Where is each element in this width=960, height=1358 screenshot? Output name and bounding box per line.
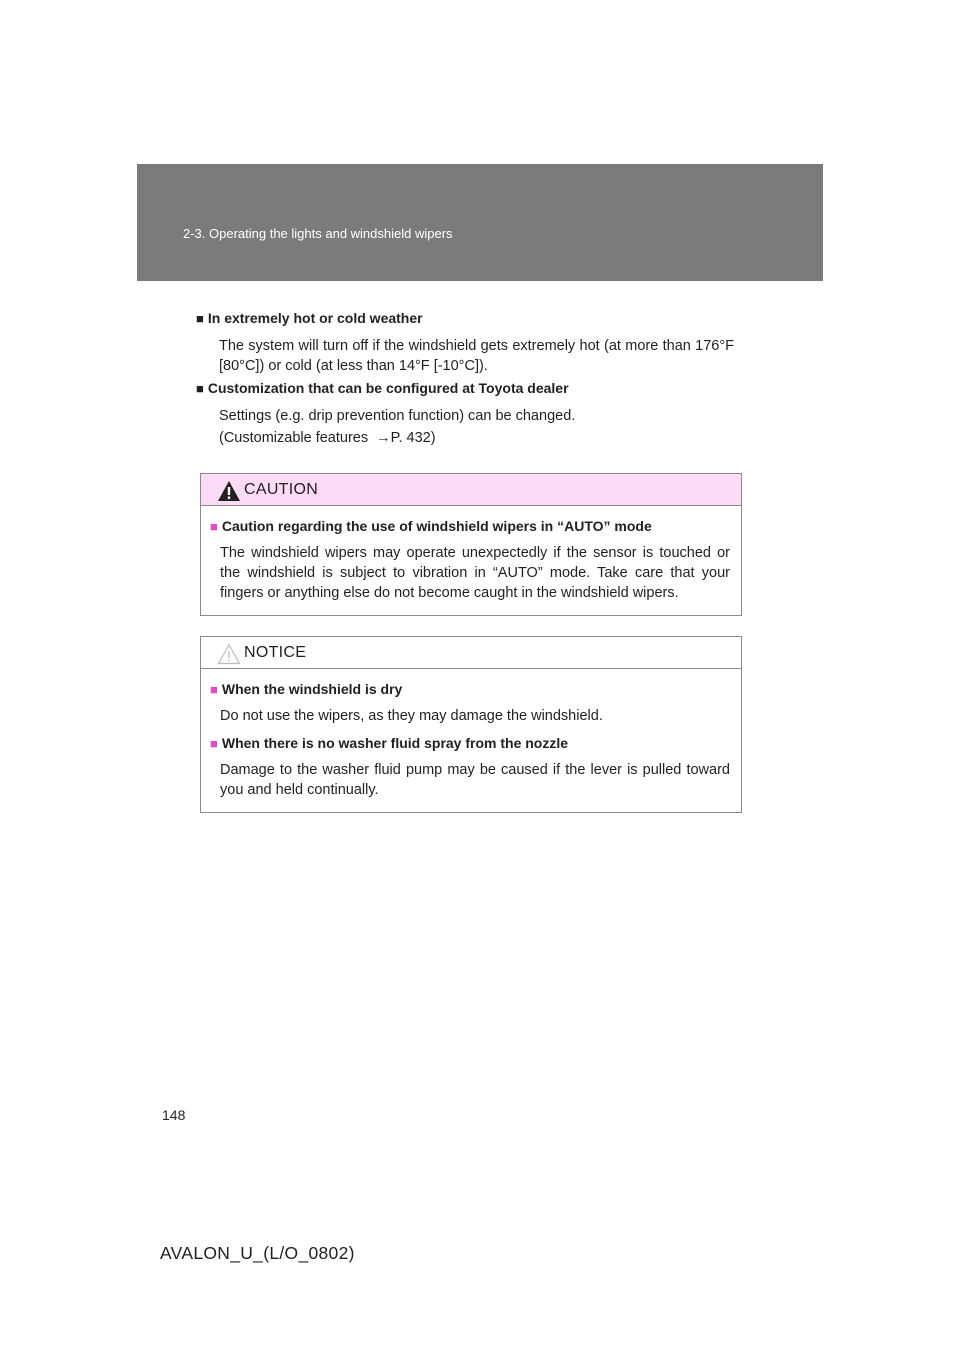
caution-item-text: The windshield wipers may operate unexpectedly if the sensor is touched or the windshield is subject to vibration in “AUTO” mode. Take care that your fingers or anything else do not become caught in the windshield wipers. [220,545,730,601]
header-band [137,164,823,281]
section-title: 2-3. Operating the lights and windshield wipers [183,226,453,241]
section-body: Settings (e.g. drip prevention function) can be changed. (Customizable features →P. 432) [219,408,576,446]
square-bullet-icon: ■ [210,736,218,751]
warning-triangle-outline-icon [217,643,241,665]
notice-item-heading: ■ When the windshield is dry [210,681,403,697]
notice-header [201,637,741,669]
caution-item-heading: ■ Caution regarding the use of windshield wipers in “AUTO” mode [210,518,652,534]
info-section-customization [196,379,746,448]
info-section-hot-cold [196,309,746,376]
notice-item-heading: ■ When there is no washer fluid spray from the nozzle [210,735,569,751]
caution-body [201,506,741,615]
square-bullet-icon: ■ [196,311,204,326]
notice-body [201,669,741,812]
caution-title: CAUTION [244,481,319,498]
section-heading: ■ Customization that can be configured at Toyota dealer [196,380,569,396]
square-bullet-icon: ■ [210,519,218,534]
section-body: The system will turn off if the windshield gets extremely hot (at more than 176°F [80°C]) or cold (at less than 14°F [-10°C]). [219,338,734,374]
square-bullet-icon: ■ [196,381,204,396]
caution-header [201,474,741,506]
section-heading: ■ In extremely hot or cold weather [196,310,423,326]
square-bullet-icon: ■ [210,682,218,697]
caution-box [200,473,742,616]
warning-triangle-filled-icon [217,480,241,502]
notice-item-text: Damage to the washer fluid pump may be caused if the lever is pulled toward you and held continually. [220,762,730,798]
page-number: 148 [162,1107,186,1123]
notice-title: NOTICE [244,644,307,661]
notice-item-text: Do not use the wipers, as they may damage the windshield. [220,708,603,724]
notice-box [200,636,742,813]
document-id: AVALON_U_(L/O_0802) [160,1243,355,1263]
